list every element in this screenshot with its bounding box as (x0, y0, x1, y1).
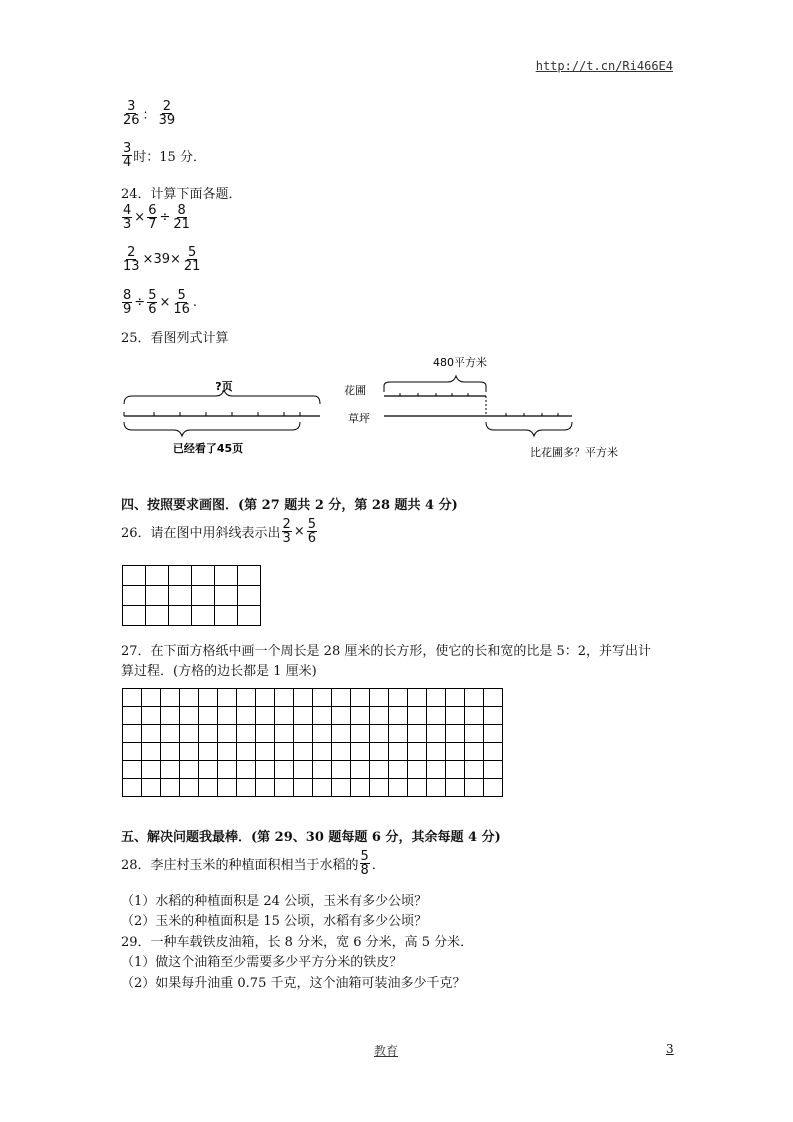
grid-cell[interactable] (446, 689, 465, 707)
grid-cell[interactable] (215, 606, 238, 626)
section-5-heading: 五、解决问题我最棒．(第 29、30 题每题 6 分，其余每题 4 分) (121, 830, 501, 845)
grid-cell[interactable] (256, 743, 275, 761)
grid-cell[interactable] (389, 725, 408, 743)
grid-cell[interactable] (465, 725, 484, 743)
grid-cell[interactable] (123, 743, 142, 761)
question-28-sub2: （2）玉米的种植面积是 15 公顷，水稻有多少公顷？ (121, 914, 428, 929)
grid-cell[interactable] (465, 761, 484, 779)
grid-cell[interactable] (427, 689, 446, 707)
grid-cell[interactable] (408, 725, 427, 743)
header-url[interactable]: http://t.cn/Ri466E4 (535, 59, 673, 73)
grid-cell[interactable] (123, 689, 142, 707)
row-label-flowerbed: 花圃 (344, 384, 366, 397)
grid-cell[interactable] (169, 586, 192, 606)
grid-cell[interactable] (199, 779, 218, 797)
question-29-sub2: （2）如果每升油重 0.75 千克，这个油箱可装油多少千克？ (121, 976, 466, 991)
grid-cell[interactable] (142, 689, 161, 707)
grid-cell[interactable] (215, 586, 238, 606)
grid-cell[interactable] (142, 779, 161, 797)
question-29: 29．一种车载铁皮油箱，长 8 分米，宽 6 分米，高 5 分米． (121, 935, 474, 950)
grid-cell[interactable] (389, 779, 408, 797)
page-number: 3 (666, 1042, 674, 1056)
expression-1: $\frac{4}{3}$ × $\frac{6}{7}$ ÷ $\frac{8}{21}$ (123, 203, 190, 232)
grid-cell[interactable] (427, 725, 446, 743)
grid-cell[interactable] (465, 707, 484, 725)
question-28: 28．李庄村玉米的种植面积相当于水稻的 $\frac{5}{8}$ ． (121, 849, 385, 878)
grid-cell[interactable] (427, 761, 446, 779)
grid-cell[interactable] (123, 586, 146, 606)
grid-cell[interactable] (389, 689, 408, 707)
grid-cell[interactable] (332, 779, 351, 797)
grid-cell[interactable] (123, 725, 142, 743)
grid-cell[interactable] (370, 743, 389, 761)
grid-cell[interactable] (218, 743, 237, 761)
grid-cell[interactable] (351, 779, 370, 797)
grid-cell[interactable] (446, 707, 465, 725)
area-diagram (340, 350, 630, 462)
time-line: $\frac{3}{4}$ 时：15 分． (123, 141, 206, 170)
grid-cell[interactable] (294, 725, 313, 743)
grid-cell[interactable] (465, 779, 484, 797)
grid-cell[interactable] (332, 725, 351, 743)
grid-cell[interactable] (484, 689, 503, 707)
grid-cell[interactable] (142, 743, 161, 761)
grid-cell[interactable] (275, 779, 294, 797)
grid-cell[interactable] (465, 689, 484, 707)
diagram-bottom-label: 已经看了45页 (172, 442, 244, 455)
grid-cell[interactable] (275, 725, 294, 743)
grid-cell[interactable] (146, 586, 169, 606)
grid-cell[interactable] (389, 761, 408, 779)
grid-cell[interactable] (370, 689, 389, 707)
grid-cell[interactable] (169, 566, 192, 586)
question-26: 26．请在图中用斜线表示出 $\frac{2}{3}$ × $\frac{5}{6}$ (121, 517, 317, 546)
grid-cell[interactable] (180, 725, 199, 743)
grid-cell[interactable] (161, 779, 180, 797)
grid-cell[interactable] (484, 707, 503, 725)
grid-cell[interactable] (465, 743, 484, 761)
expression-3: $\frac{8}{9}$ ÷ $\frac{5}{6}$ × $\frac{5}{16}$ . (123, 288, 198, 317)
grid-cell[interactable] (408, 689, 427, 707)
grid-cell[interactable] (142, 707, 161, 725)
grid-cell[interactable] (389, 707, 408, 725)
grid-cell[interactable] (256, 761, 275, 779)
grid-cell[interactable] (218, 761, 237, 779)
grid-cell[interactable] (332, 761, 351, 779)
bottom-brace (486, 422, 572, 436)
fraction: $\frac{2}{39}$ (158, 99, 176, 128)
grid-cell[interactable] (180, 689, 199, 707)
grid-cell[interactable] (275, 689, 294, 707)
grid-cell[interactable] (142, 761, 161, 779)
grid-cell[interactable] (237, 707, 256, 725)
grid-cell[interactable] (237, 779, 256, 797)
fraction: $\frac{3}{26}$ (123, 99, 140, 128)
diagram-bottom-label: 比花圃多？平方米 (530, 446, 618, 459)
grid-cell[interactable] (146, 566, 169, 586)
question-25: 25．看图列式计算 (121, 331, 229, 346)
expression-2: $\frac{2}{13}$ ×39× $\frac{5}{21}$ (123, 245, 201, 274)
grid-cell[interactable] (275, 761, 294, 779)
grid-cell[interactable] (199, 689, 218, 707)
fraction: $\frac{3}{4}$ (123, 141, 132, 170)
grid-cell[interactable] (351, 725, 370, 743)
grid-cell[interactable] (237, 743, 256, 761)
grid-cell[interactable] (313, 779, 332, 797)
grid-cell[interactable] (313, 743, 332, 761)
footer-link[interactable]: 教育 (374, 1044, 399, 1058)
grid-cell[interactable] (256, 725, 275, 743)
grid-cell[interactable] (161, 689, 180, 707)
grid-cell[interactable] (427, 707, 446, 725)
grid-cell[interactable] (192, 566, 215, 586)
diagram-top-label: 480平方米 (433, 356, 487, 369)
grid-cell[interactable] (446, 743, 465, 761)
question-27-line1: 27．在下面方格纸中画一个周长是 28 厘米的长方形，使它的长和宽的比是 5：2，并写出计 (121, 644, 652, 659)
grid-cell[interactable] (161, 743, 180, 761)
grid-cell[interactable] (123, 761, 142, 779)
grid-cell[interactable] (237, 725, 256, 743)
grid-cell[interactable] (408, 779, 427, 797)
grid-cell[interactable] (484, 779, 503, 797)
grid-cell[interactable] (256, 779, 275, 797)
grid-cell[interactable] (313, 689, 332, 707)
grid-cell[interactable] (370, 725, 389, 743)
ratio-line: $\frac{3}{26}$ ： $\frac{2}{39}$ (123, 99, 176, 128)
grid-cell[interactable] (332, 707, 351, 725)
grid-cell[interactable] (192, 586, 215, 606)
row-label-lawn: 草坪 (348, 412, 370, 425)
question-29-sub1: （1）做这个油箱至少需要多少平方分米的铁皮？ (121, 955, 403, 970)
grid-cell[interactable] (351, 689, 370, 707)
grid-cell[interactable] (123, 566, 146, 586)
grid-cell[interactable] (256, 707, 275, 725)
grid-cell[interactable] (123, 606, 146, 626)
grid-cell[interactable] (180, 743, 199, 761)
grid-cell[interactable] (408, 743, 427, 761)
grid-cell[interactable] (427, 779, 446, 797)
grid-cell[interactable] (238, 566, 261, 586)
grid-cell[interactable] (161, 707, 180, 725)
grid-cell[interactable] (294, 707, 313, 725)
question-27-line2: 算过程．(方格的边长都是 1 厘米) (121, 664, 317, 679)
pages-diagram (118, 376, 328, 458)
grid-cell[interactable] (484, 725, 503, 743)
grid-cell[interactable] (294, 779, 313, 797)
grid-cell[interactable] (427, 743, 446, 761)
grid-cell[interactable] (218, 779, 237, 797)
grid-cell[interactable] (351, 761, 370, 779)
grid-cell[interactable] (237, 761, 256, 779)
grid-cell[interactable] (275, 707, 294, 725)
grid-cell[interactable] (408, 761, 427, 779)
grid-cell[interactable] (294, 689, 313, 707)
question-28-sub1: （1）水稻的种植面积是 24 公顷，玉米有多少公顷？ (121, 894, 428, 909)
grid-cell[interactable] (238, 606, 261, 626)
grid-cell[interactable] (446, 725, 465, 743)
grid-cell[interactable] (256, 689, 275, 707)
grid-cell[interactable] (313, 707, 332, 725)
large-grid[interactable] (122, 688, 503, 797)
grid-cell[interactable] (389, 743, 408, 761)
grid-cell[interactable] (313, 725, 332, 743)
top-brace (384, 376, 486, 392)
grid-cell[interactable] (218, 707, 237, 725)
grid-cell[interactable] (161, 761, 180, 779)
grid-cell[interactable] (484, 761, 503, 779)
grid-cell[interactable] (294, 761, 313, 779)
grid-cell[interactable] (446, 761, 465, 779)
section-4-heading: 四、按照要求画图．(第 27 题共 2 分，第 28 题共 4 分) (121, 498, 458, 513)
grid-cell[interactable] (294, 743, 313, 761)
grid-cell[interactable] (199, 761, 218, 779)
question-24: 24．计算下面各题． (121, 187, 242, 202)
grid-cell[interactable] (199, 743, 218, 761)
grid-cell[interactable] (351, 743, 370, 761)
grid-cell[interactable] (237, 689, 256, 707)
grid-cell[interactable] (370, 761, 389, 779)
grid-cell[interactable] (218, 725, 237, 743)
grid-cell[interactable] (218, 689, 237, 707)
grid-cell[interactable] (370, 707, 389, 725)
grid-cell[interactable] (180, 707, 199, 725)
grid-cell[interactable] (199, 707, 218, 725)
bottom-brace (124, 422, 300, 436)
diagram-top-label: ?页 (215, 380, 233, 393)
grid-cell[interactable] (169, 606, 192, 626)
grid-cell[interactable] (161, 725, 180, 743)
grid-cell[interactable] (446, 779, 465, 797)
grid-cell[interactable] (180, 779, 199, 797)
grid-cell[interactable] (142, 725, 161, 743)
grid-cell[interactable] (275, 743, 294, 761)
grid-cell[interactable] (408, 707, 427, 725)
grid-cell[interactable] (146, 606, 169, 626)
grid-cell[interactable] (313, 761, 332, 779)
grid-cell[interactable] (199, 725, 218, 743)
grid-cell[interactable] (215, 566, 238, 586)
grid-cell[interactable] (192, 606, 215, 626)
grid-cell[interactable] (123, 779, 142, 797)
grid-cell[interactable] (123, 707, 142, 725)
grid-cell[interactable] (238, 586, 261, 606)
small-grid[interactable] (122, 565, 261, 626)
grid-cell[interactable] (370, 779, 389, 797)
grid-cell[interactable] (332, 743, 351, 761)
grid-cell[interactable] (332, 689, 351, 707)
grid-cell[interactable] (484, 743, 503, 761)
grid-cell[interactable] (180, 761, 199, 779)
grid-cell[interactable] (351, 707, 370, 725)
